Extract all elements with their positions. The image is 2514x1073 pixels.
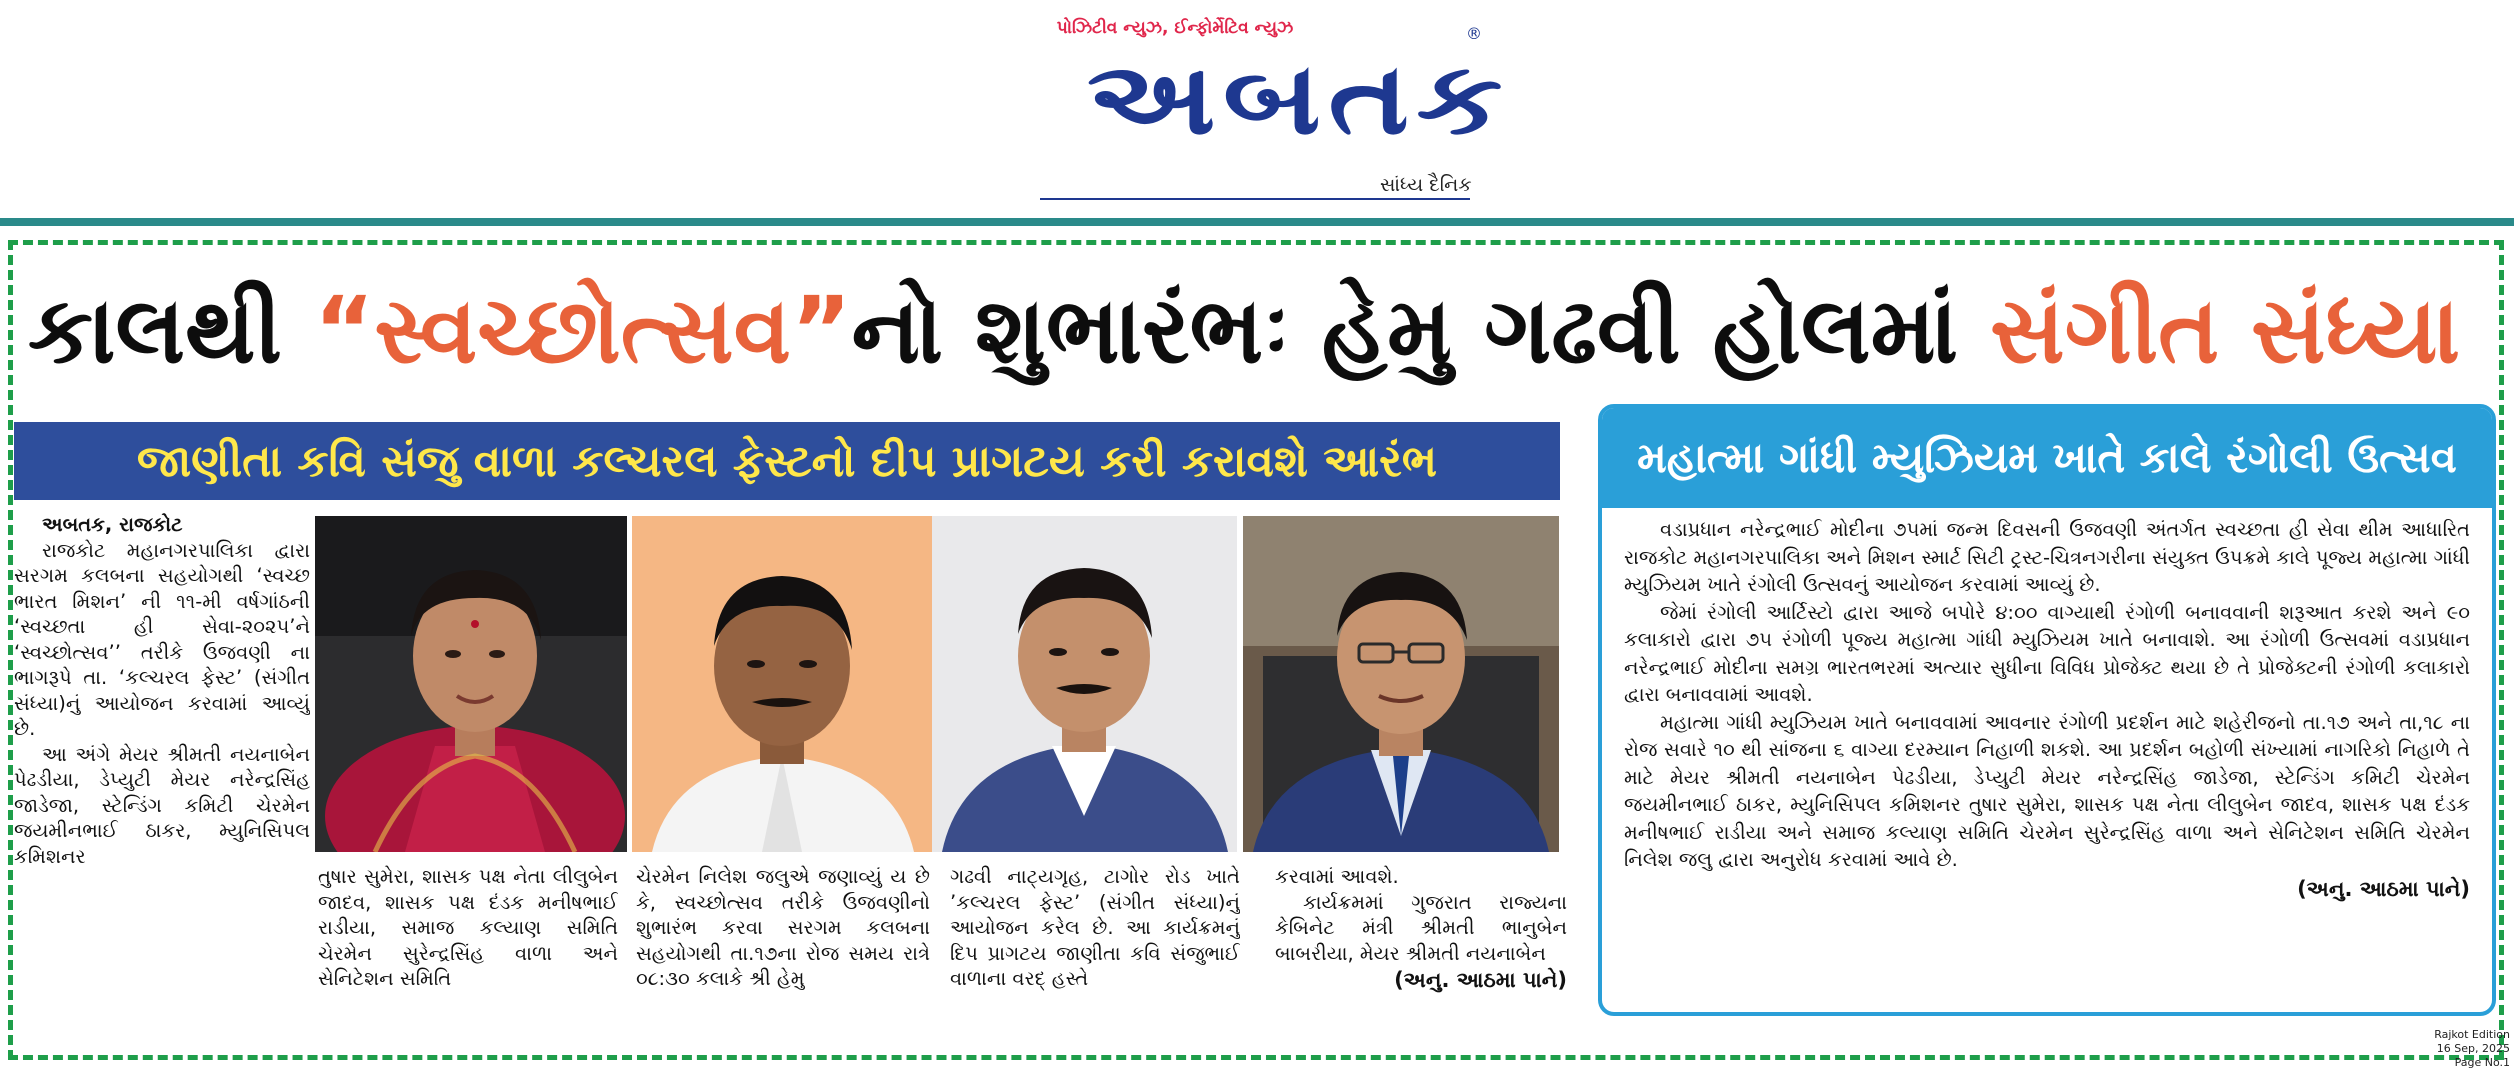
photo-man-3 xyxy=(1243,516,1559,852)
portrait-man-2-image xyxy=(932,516,1237,852)
story-column-5 xyxy=(1275,864,1567,1054)
story-paragraph: કરવામાં આવશે. xyxy=(1275,865,1399,888)
side-story-paragraph: જેમાં રંગોલી આર્ટિસ્ટો દ્વારા આજે બપોરે ૪:૦૦ વાગ્યાથી રંગોળી બનાવવાની શરૂઆત કરશે અને ૯૦ કલાકારો દ્વારા ૭૫ રંગોળી પૂજ્ય મહાત્મા ગાંધી મ્યુઝિયમ ખાતે બનાવાશે. આ રંગોળી ઉત્સવમાં વડાપ્રધાન નરેન્દ્રભાઈ મોદીના સમગ્ર ભારતભરમાં અત્યાર સુધીના વિવિધ પ્રોજેક્ટ થયા છે તે પ્રોજેક્ટની રંગોળી કલાકારો દ્વારા બનાવવામાં આવશે. xyxy=(1624,600,2470,706)
headline-part-4: સંગીત સંધ્યા xyxy=(1990,277,2460,384)
side-story-paragraph: મહાત્મા ગાંધી મ્યુઝિયમ ખાતે બનાવવામાં આવનાર રંગોળી પ્રદર્શન માટે શહેરીજનો તા.૧૭ અને તા,૧૮ ના રોજ સવારે ૧૦ થી સાંજના ૬ વાગ્યા દરમ્યાન નિહાળી શકશે. આ પ્રદર્શન બહોળી સંખ્યામાં નાગરિકો નિહાળે તે માટે મેયર શ્રીમતી નયનાબેન પેઢડીયા, ડેપ્યુટી મેયર નરેન્દ્રસિંહ જાડેજા, સ્ટેન્ડિંગ કમિટી ચેરમેન જયમીનભાઈ ઠાકર, મ્યુનિસિપલ કમિશનર તુષાર સુમેરા, શાસક પક્ષ નેતા લીલુબેન જાદવ, શાસક પક્ષ દંડક મનીષભાઈ રાડીયા અને સમાજ કલ્યાણ સમિતિ ચેરમેન સુરેન્દ્રસિંહ વાળા અને સેનિટેશન સમિતિ ચેરમેન નિલેશ જલુ દ્વારા અનુરોધ કરવામાં આવે છે. xyxy=(1624,710,2470,871)
story-paragraph: ચેરમેન નિલેશ જલુએ જણાવ્યું ય છે કે, સ્વચ્છોત્સવ તરીકે ઉજવણીનો શુભારંભ કરવા સરગમ કલબના સહયોગથી તા.૧૭ના રોજ સમય રાત્રે ૦૮:૩૦ કલાકે શ્રી હેમુ xyxy=(636,865,930,990)
side-story-paragraph: વડાપ્રધાન નરેન્દ્રભાઈ મોદીના ૭૫માં જન્મ દિવસની ઉજવણી અંતર્ગત સ્વચ્છતા હી સેવા થીમ આધારિત રાજકોટ મહાનગરપાલિકા અને મિશન સ્માર્ટ સિટી ટ્રસ્ટ-ચિત્રનગરીના સંયુક્ત ઉપક્રમે કાલે પૂજ્ય મહાત્મા ગાંધી મ્યુઝિયમ ખાતે રંગોલી ઉત્સવનું આયોજન કરવામાં આવ્યું છે. xyxy=(1624,518,2470,596)
subheadline-bar xyxy=(14,422,1560,500)
photo-man-1 xyxy=(632,516,934,852)
edition-name: Rajkot Edition xyxy=(2434,1028,2510,1041)
story-paragraph: ગઢવી નાટ્યગૃહ, ટાગોર રોડ ખાતે ’કલ્ચરલ ફેસ્ટ’ (સંગીત સંધ્યા)નું આયોજન કરેલ છે. આ કાર્યક્રમનું દિપ પ્રાગટય જાણીતા કવિ સંજુભાઈ વાળાના વરદ્ હસ્તે xyxy=(950,865,1240,990)
side-story-heading-bar xyxy=(1602,408,2492,508)
portrait-woman-image xyxy=(315,516,627,852)
story-paragraph: તુષાર સુમેરા, શાસક પક્ષ નેતા લીલુબેન જાદવ, શાસક પક્ષ દંડક મનીષભાઈ રાડીયા, સમાજ કલ્યાણ સમિતિ ચેરમેન સુરેન્દ્રસિંહ વાળા અને સેનિટેશન સમિતિ xyxy=(318,865,618,990)
continued-label: (અનુ. આઠમા પાને) xyxy=(1394,968,1567,992)
portrait-man-3-image xyxy=(1243,516,1559,852)
story-column-4 xyxy=(950,864,1240,1034)
registered-mark: ® xyxy=(1466,24,1482,43)
side-story-box xyxy=(1598,404,2496,1016)
masthead-rule xyxy=(0,218,2514,226)
edition-info xyxy=(2420,1028,2510,1070)
subheadline: જાણીતા કવિ સંજુ વાળા કલ્ચરલ ફેસ્ટનો દીપ પ્રાગટય કરી કરાવશે આરંભ xyxy=(136,435,1438,487)
portrait-man-1-image xyxy=(632,516,934,852)
side-story-text xyxy=(1624,516,2470,1012)
headline-part-3: નો શુભારંભઃ હેમુ ગઢવી હોલમાં xyxy=(851,277,1991,384)
edition-date-page: 16 Sep, 2025 Page No.1 xyxy=(2436,1042,2510,1069)
masthead-tagline: પોઝિટીવ ન્યુઝ, ઈન્ફોર્મેટિવ ન્યુઝ xyxy=(1056,18,1294,38)
side-continued-label: (અનુ. આઠમા પાને) xyxy=(2297,876,2470,901)
masthead-subtitle: સાંધ્ય દૈનિક xyxy=(1380,174,1472,196)
dateline: અબતક, રાજકોટ xyxy=(42,513,183,536)
story-column-1 xyxy=(14,512,310,1032)
story-paragraph: રાજકોટ મહાનગરપાલિકા દ્વારા સરગમ કલબના સહયોગથી ‘સ્વચ્છ ભારત મિશન’ ની ૧૧-મી વર્ષગાંઠની ‘સ્વચ્છતા હી સેવા-૨૦૨૫’ને ‘સ્વચ્છોત્સવ’’ તરીકે ઉજવણી ના ભાગરૂપે તા. ‘કલ્ચરલ ફેસ્ટ’ (સંગીત સંધ્યા)નું આયોજન કરવામાં આવ્યું છે. xyxy=(14,538,310,740)
story-paragraph: કાર્યક્રમમાં ગુજરાત રાજ્યના કેબિનેટ મંત્રી શ્રીમતી ભાનુબેન બાબરીયા, મેયર શ્રીમતી નયનાબેન xyxy=(1275,890,1567,965)
side-story-heading: મહાત્મા ગાંધી મ્યુઝિયમ ખાતે કાલે રંગોલી ઉત્સવ xyxy=(1637,433,2457,482)
masthead-logo: અબતક xyxy=(1086,40,1510,157)
story-column-2 xyxy=(318,864,618,1034)
story-column-3 xyxy=(636,864,930,1034)
headline-part-2: “સ્વચ્છોત્સવ” xyxy=(313,277,852,384)
photo-woman-official xyxy=(315,516,627,852)
story-paragraph: આ અંગે મેયર શ્રીમતી નયનાબેન પેઢડીયા, ડેપ્યુટી મેયર નરેન્દ્રસિંહ જાડેજા, સ્ટેન્ડિંગ કમિટી ચેરમેન જયમીનભાઈ ઠાકર, મ્યુનિસિપલ કમિશનર xyxy=(14,742,310,868)
photo-man-2 xyxy=(932,516,1237,852)
headline-part-1: કાલથી xyxy=(28,277,314,384)
main-headline xyxy=(28,272,2488,390)
masthead-underline xyxy=(1040,198,1470,200)
